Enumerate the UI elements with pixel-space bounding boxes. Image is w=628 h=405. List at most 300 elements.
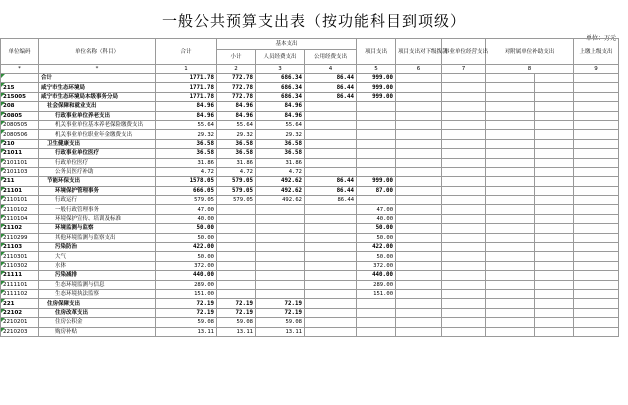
name-cell: 一般行政管理事务 bbox=[39, 205, 156, 214]
other4-cell bbox=[574, 214, 619, 223]
subtotal-cell: 772.78 bbox=[217, 74, 256, 83]
other1-cell bbox=[396, 271, 442, 280]
other3b-cell bbox=[535, 318, 574, 327]
other2-cell bbox=[442, 327, 486, 336]
other4-cell bbox=[574, 92, 619, 101]
code-cell: 208 bbox=[1, 102, 39, 111]
other3b-cell bbox=[535, 252, 574, 261]
project-cell bbox=[357, 120, 396, 129]
project-cell: 87.00 bbox=[357, 186, 396, 195]
index-cell: 9 bbox=[574, 65, 619, 74]
subtotal-cell bbox=[217, 243, 256, 252]
other3b-cell bbox=[535, 149, 574, 158]
other3a-cell bbox=[486, 271, 535, 280]
total-cell: 50.00 bbox=[156, 233, 217, 242]
other2-cell bbox=[442, 149, 486, 158]
other2-cell bbox=[442, 196, 486, 205]
total-cell: 55.64 bbox=[156, 120, 217, 129]
project-cell bbox=[357, 327, 396, 336]
table-row bbox=[1, 120, 619, 129]
table-row bbox=[1, 327, 619, 336]
other1-cell bbox=[396, 308, 442, 317]
other3a-cell bbox=[486, 139, 535, 148]
subtotal-cell: 36.58 bbox=[217, 149, 256, 158]
project-cell bbox=[357, 308, 396, 317]
code-cell: 2080505 bbox=[1, 120, 39, 129]
total-cell: 50.00 bbox=[156, 224, 217, 233]
public-cell bbox=[305, 327, 357, 336]
other3a-cell bbox=[486, 149, 535, 158]
other2-cell bbox=[442, 111, 486, 120]
code-cell: 221 bbox=[1, 299, 39, 308]
table-row bbox=[1, 177, 619, 186]
table-row bbox=[1, 111, 619, 120]
name-cell: 环境监测与监察 bbox=[39, 224, 156, 233]
other4-cell bbox=[574, 149, 619, 158]
header-public: 公用经费支出 bbox=[305, 50, 357, 65]
other1-cell bbox=[396, 149, 442, 158]
other3a-cell bbox=[486, 74, 535, 83]
name-cell: 其他环境监测与监察支出 bbox=[39, 233, 156, 242]
subtotal-cell: 72.19 bbox=[217, 308, 256, 317]
other3a-cell bbox=[486, 130, 535, 139]
subtotal-cell bbox=[217, 271, 256, 280]
other3a-cell bbox=[486, 196, 535, 205]
index-cell: 5 bbox=[357, 65, 396, 74]
public-cell bbox=[305, 130, 357, 139]
other4-cell bbox=[574, 130, 619, 139]
name-cell: 机关事业单位职业年金缴费支出 bbox=[39, 130, 156, 139]
subtotal-cell: 36.58 bbox=[217, 139, 256, 148]
public-cell bbox=[305, 167, 357, 176]
total-cell: 59.08 bbox=[156, 318, 217, 327]
personnel-cell: 55.64 bbox=[256, 120, 305, 129]
project-cell: 999.00 bbox=[357, 74, 396, 83]
other1-cell bbox=[396, 299, 442, 308]
total-cell: 31.86 bbox=[156, 158, 217, 167]
public-cell bbox=[305, 289, 357, 298]
table-row bbox=[1, 280, 619, 289]
page-title: 一般公共预算支出表（按功能科目到项级） bbox=[161, 12, 466, 30]
other3b-cell bbox=[535, 83, 574, 92]
code-cell: 2080506 bbox=[1, 130, 39, 139]
code-cell: 21011 bbox=[1, 149, 39, 158]
other2-cell bbox=[442, 83, 486, 92]
other3a-cell bbox=[486, 111, 535, 120]
other3a-cell bbox=[486, 252, 535, 261]
name-cell: 住房保障支出 bbox=[39, 299, 156, 308]
personnel-cell bbox=[256, 224, 305, 233]
other3a-cell bbox=[486, 318, 535, 327]
subtotal-cell: 84.96 bbox=[217, 111, 256, 120]
public-cell bbox=[305, 224, 357, 233]
other3b-cell bbox=[535, 299, 574, 308]
other3a-cell bbox=[486, 214, 535, 223]
other1-cell bbox=[396, 167, 442, 176]
public-cell bbox=[305, 308, 357, 317]
other3a-cell bbox=[486, 120, 535, 129]
index-cell: 4 bbox=[305, 65, 357, 74]
personnel-cell: 84.96 bbox=[256, 111, 305, 120]
project-cell: 151.00 bbox=[357, 289, 396, 298]
other3b-cell bbox=[535, 327, 574, 336]
table-row bbox=[1, 252, 619, 261]
subtotal-cell: 4.72 bbox=[217, 167, 256, 176]
other4-cell bbox=[574, 120, 619, 129]
other2-cell bbox=[442, 261, 486, 270]
table-row bbox=[1, 139, 619, 148]
total-cell: 36.58 bbox=[156, 139, 217, 148]
personnel-cell: 4.72 bbox=[256, 167, 305, 176]
other2-cell bbox=[442, 308, 486, 317]
other2-cell bbox=[442, 139, 486, 148]
personnel-cell bbox=[256, 205, 305, 214]
code-cell bbox=[1, 74, 39, 83]
other2-cell bbox=[442, 318, 486, 327]
header-other2: 事业单位经营支出 bbox=[442, 39, 486, 65]
subtotal-cell bbox=[217, 280, 256, 289]
other4-cell bbox=[574, 102, 619, 111]
header-project: 项目支出 bbox=[357, 39, 396, 65]
name-cell: 社会保障和就业支出 bbox=[39, 102, 156, 111]
public-cell bbox=[305, 271, 357, 280]
code-cell: 2110301 bbox=[1, 252, 39, 261]
other4-cell bbox=[574, 186, 619, 195]
other3a-cell bbox=[486, 186, 535, 195]
total-cell: 72.19 bbox=[156, 308, 217, 317]
other4-cell bbox=[574, 74, 619, 83]
subtotal-cell bbox=[217, 224, 256, 233]
other1-cell bbox=[396, 92, 442, 101]
public-cell bbox=[305, 261, 357, 270]
other4-cell bbox=[574, 327, 619, 336]
name-cell: 行政事业单位养老支出 bbox=[39, 111, 156, 120]
name-cell: 行政运行 bbox=[39, 196, 156, 205]
other1-cell bbox=[396, 214, 442, 223]
subtotal-cell bbox=[217, 252, 256, 261]
other3a-cell bbox=[486, 308, 535, 317]
personnel-cell: 84.96 bbox=[256, 102, 305, 111]
project-cell: 999.00 bbox=[357, 92, 396, 101]
project-cell bbox=[357, 111, 396, 120]
code-cell: 22102 bbox=[1, 308, 39, 317]
total-cell: 72.19 bbox=[156, 299, 217, 308]
project-cell: 50.00 bbox=[357, 233, 396, 242]
other3b-cell bbox=[535, 280, 574, 289]
other4-cell bbox=[574, 318, 619, 327]
project-cell: 40.00 bbox=[357, 214, 396, 223]
header-subtotal: 小计 bbox=[217, 50, 256, 65]
total-cell: 84.96 bbox=[156, 102, 217, 111]
personnel-cell: 686.34 bbox=[256, 83, 305, 92]
personnel-cell: 36.58 bbox=[256, 149, 305, 158]
code-cell: 21101 bbox=[1, 186, 39, 195]
other2-cell bbox=[442, 205, 486, 214]
total-cell: 1771.78 bbox=[156, 74, 217, 83]
other3b-cell bbox=[535, 196, 574, 205]
other2-cell bbox=[442, 167, 486, 176]
total-cell: 289.00 bbox=[156, 280, 217, 289]
project-cell bbox=[357, 102, 396, 111]
project-cell: 999.00 bbox=[357, 177, 396, 186]
code-cell: 215 bbox=[1, 83, 39, 92]
other3a-cell bbox=[486, 167, 535, 176]
other4-cell bbox=[574, 224, 619, 233]
total-cell: 4.72 bbox=[156, 167, 217, 176]
other4-cell bbox=[574, 83, 619, 92]
other3a-cell bbox=[486, 280, 535, 289]
other3a-cell bbox=[486, 102, 535, 111]
public-cell bbox=[305, 139, 357, 148]
name-cell: 卫生健康支出 bbox=[39, 139, 156, 148]
public-cell bbox=[305, 120, 357, 129]
other3a-cell bbox=[486, 177, 535, 186]
total-cell: 50.00 bbox=[156, 252, 217, 261]
other2-cell bbox=[442, 299, 486, 308]
code-cell: 2110299 bbox=[1, 233, 39, 242]
other3b-cell bbox=[535, 111, 574, 120]
other2-cell bbox=[442, 92, 486, 101]
code-cell: 215005 bbox=[1, 92, 39, 101]
project-cell bbox=[357, 318, 396, 327]
header-basic-group: 基本支出 bbox=[217, 39, 357, 50]
public-cell: 86.44 bbox=[305, 196, 357, 205]
other3a-cell bbox=[486, 289, 535, 298]
index-cell: 1 bbox=[156, 65, 217, 74]
other1-cell bbox=[396, 196, 442, 205]
table-row bbox=[1, 233, 619, 242]
code-cell: 21102 bbox=[1, 224, 39, 233]
code-cell: 2101103 bbox=[1, 167, 39, 176]
table-row bbox=[1, 205, 619, 214]
other4-cell bbox=[574, 111, 619, 120]
name-cell: 机关事业单位基本养老保险缴费支出 bbox=[39, 120, 156, 129]
other1-cell bbox=[396, 233, 442, 242]
name-cell: 环境保护宣传、培训及标准 bbox=[39, 214, 156, 223]
personnel-cell: 686.34 bbox=[256, 74, 305, 83]
total-cell: 372.00 bbox=[156, 261, 217, 270]
personnel-cell bbox=[256, 261, 305, 270]
other4-cell bbox=[574, 167, 619, 176]
public-cell bbox=[305, 233, 357, 242]
other3a-cell bbox=[486, 233, 535, 242]
other3b-cell bbox=[535, 74, 574, 83]
other4-cell bbox=[574, 177, 619, 186]
name-cell: 大气 bbox=[39, 252, 156, 261]
table-row bbox=[1, 74, 619, 83]
project-cell bbox=[357, 139, 396, 148]
other3b-cell bbox=[535, 139, 574, 148]
total-cell: 579.05 bbox=[156, 196, 217, 205]
public-cell bbox=[305, 243, 357, 252]
budget-table bbox=[0, 38, 619, 337]
name-cell: 公务员医疗补助 bbox=[39, 167, 156, 176]
other2-cell bbox=[442, 177, 486, 186]
code-cell: 20805 bbox=[1, 111, 39, 120]
name-cell: 环境保护管理事务 bbox=[39, 186, 156, 195]
table-row bbox=[1, 243, 619, 252]
subtotal-cell: 29.32 bbox=[217, 130, 256, 139]
other1-cell bbox=[396, 289, 442, 298]
other4-cell bbox=[574, 261, 619, 270]
other1-cell bbox=[396, 243, 442, 252]
personnel-cell: 492.62 bbox=[256, 196, 305, 205]
public-cell bbox=[305, 299, 357, 308]
other4-cell bbox=[574, 243, 619, 252]
public-cell: 86.44 bbox=[305, 92, 357, 101]
project-cell bbox=[357, 167, 396, 176]
other3b-cell bbox=[535, 102, 574, 111]
total-cell: 440.00 bbox=[156, 271, 217, 280]
index-cell: 7 bbox=[442, 65, 486, 74]
table-row bbox=[1, 299, 619, 308]
other1-cell bbox=[396, 205, 442, 214]
table-row bbox=[1, 196, 619, 205]
other4-cell bbox=[574, 299, 619, 308]
public-cell: 86.44 bbox=[305, 186, 357, 195]
other4-cell bbox=[574, 308, 619, 317]
index-cell: 6 bbox=[396, 65, 442, 74]
subtotal-cell: 84.96 bbox=[217, 102, 256, 111]
personnel-cell: 492.62 bbox=[256, 186, 305, 195]
other3b-cell bbox=[535, 167, 574, 176]
other1-cell bbox=[396, 102, 442, 111]
other2-cell bbox=[442, 74, 486, 83]
public-cell bbox=[305, 205, 357, 214]
public-cell: 86.44 bbox=[305, 177, 357, 186]
other1-cell bbox=[396, 224, 442, 233]
name-cell: 污染防治 bbox=[39, 243, 156, 252]
code-cell: 2111102 bbox=[1, 289, 39, 298]
table-body bbox=[1, 74, 619, 337]
other3a-cell bbox=[486, 224, 535, 233]
other1-cell bbox=[396, 74, 442, 83]
other1-cell bbox=[396, 158, 442, 167]
public-cell: 86.44 bbox=[305, 74, 357, 83]
other3a-cell bbox=[486, 243, 535, 252]
other2-cell bbox=[442, 252, 486, 261]
other3b-cell bbox=[535, 205, 574, 214]
other3a-cell bbox=[486, 92, 535, 101]
personnel-cell: 492.62 bbox=[256, 177, 305, 186]
other3b-cell bbox=[535, 186, 574, 195]
other3a-cell bbox=[486, 158, 535, 167]
code-cell: 2210203 bbox=[1, 327, 39, 336]
other3b-cell bbox=[535, 271, 574, 280]
name-cell: 行政单位医疗 bbox=[39, 158, 156, 167]
total-cell: 36.58 bbox=[156, 149, 217, 158]
other3b-cell bbox=[535, 120, 574, 129]
index-cell: 2 bbox=[217, 65, 256, 74]
table-row bbox=[1, 167, 619, 176]
public-cell: 86.44 bbox=[305, 83, 357, 92]
table-row bbox=[1, 149, 619, 158]
project-cell: 47.00 bbox=[357, 205, 396, 214]
index-cell: 8 bbox=[486, 65, 574, 74]
table-row bbox=[1, 102, 619, 111]
personnel-cell: 29.32 bbox=[256, 130, 305, 139]
project-cell: 422.00 bbox=[357, 243, 396, 252]
other2-cell bbox=[442, 130, 486, 139]
personnel-cell: 72.19 bbox=[256, 308, 305, 317]
public-cell bbox=[305, 158, 357, 167]
other3a-cell bbox=[486, 83, 535, 92]
personnel-cell bbox=[256, 280, 305, 289]
code-cell: 2110302 bbox=[1, 261, 39, 270]
project-cell: 289.00 bbox=[357, 280, 396, 289]
subtotal-cell: 13.11 bbox=[217, 327, 256, 336]
code-cell: 2110102 bbox=[1, 205, 39, 214]
name-cell: 咸宁市生态环境局本级事务分局 bbox=[39, 92, 156, 101]
subtotal-cell: 579.05 bbox=[217, 186, 256, 195]
other2-cell bbox=[442, 102, 486, 111]
other2-cell bbox=[442, 289, 486, 298]
other1-cell bbox=[396, 111, 442, 120]
total-cell: 47.00 bbox=[156, 205, 217, 214]
total-cell: 29.32 bbox=[156, 130, 217, 139]
other3b-cell bbox=[535, 243, 574, 252]
table-row bbox=[1, 158, 619, 167]
other3b-cell bbox=[535, 177, 574, 186]
personnel-cell: 59.08 bbox=[256, 318, 305, 327]
other2-cell bbox=[442, 280, 486, 289]
table-row bbox=[1, 224, 619, 233]
other1-cell bbox=[396, 186, 442, 195]
index-cell: 3 bbox=[256, 65, 305, 74]
name-cell: 水体 bbox=[39, 261, 156, 270]
name-cell: 咸宁市生态环境局 bbox=[39, 83, 156, 92]
code-cell: 211 bbox=[1, 177, 39, 186]
project-cell: 50.00 bbox=[357, 224, 396, 233]
code-cell: 210 bbox=[1, 139, 39, 148]
other1-cell bbox=[396, 280, 442, 289]
other3b-cell bbox=[535, 308, 574, 317]
project-cell bbox=[357, 196, 396, 205]
subtotal-cell bbox=[217, 261, 256, 270]
personnel-cell: 13.11 bbox=[256, 327, 305, 336]
personnel-cell: 72.19 bbox=[256, 299, 305, 308]
code-cell: 2210201 bbox=[1, 318, 39, 327]
other2-cell bbox=[442, 214, 486, 223]
project-cell: 50.00 bbox=[357, 252, 396, 261]
index-cell: * bbox=[1, 65, 39, 74]
other3a-cell bbox=[486, 205, 535, 214]
public-cell bbox=[305, 102, 357, 111]
subtotal-cell: 579.05 bbox=[217, 196, 256, 205]
other2-cell bbox=[442, 243, 486, 252]
public-cell bbox=[305, 280, 357, 289]
header-personnel: 人员经费支出 bbox=[256, 50, 305, 65]
project-cell bbox=[357, 158, 396, 167]
other2-cell bbox=[442, 120, 486, 129]
code-cell: 2110104 bbox=[1, 214, 39, 223]
name-cell: 生态环境监测与信息 bbox=[39, 280, 156, 289]
total-cell: 84.96 bbox=[156, 111, 217, 120]
index-cell: * bbox=[39, 65, 156, 74]
table-row bbox=[1, 214, 619, 223]
other2-cell bbox=[442, 233, 486, 242]
total-cell: 1771.78 bbox=[156, 92, 217, 101]
project-cell bbox=[357, 299, 396, 308]
name-cell: 合计 bbox=[39, 74, 156, 83]
header-total: 合计 bbox=[156, 39, 217, 65]
subtotal-cell: 772.78 bbox=[217, 83, 256, 92]
personnel-cell bbox=[256, 243, 305, 252]
public-cell bbox=[305, 252, 357, 261]
other4-cell bbox=[574, 233, 619, 242]
subtotal-cell: 31.86 bbox=[217, 158, 256, 167]
total-cell: 422.00 bbox=[156, 243, 217, 252]
